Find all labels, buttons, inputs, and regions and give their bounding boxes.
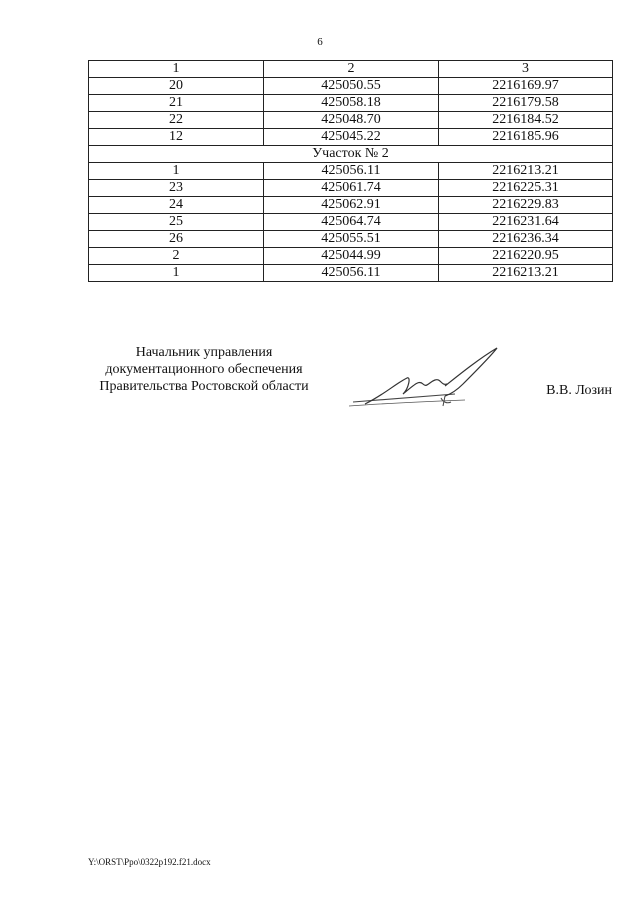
page-number: 6: [317, 36, 323, 48]
signer-position-line: документационного обеспечения: [105, 362, 303, 377]
signer-position-line: Правительства Ростовской области: [99, 379, 309, 394]
table-row: [89, 197, 613, 214]
table-row: [89, 112, 613, 129]
table-row: [89, 78, 613, 95]
point-number-cell: 12: [89, 129, 264, 146]
point-number-cell: 22: [89, 112, 264, 129]
signer-position: [88, 344, 320, 395]
point-number-cell: 23: [89, 180, 264, 197]
y-coordinate-cell: 2216229.83: [439, 197, 613, 214]
point-number-cell: 21: [89, 95, 264, 112]
table-row: [89, 95, 613, 112]
y-coordinate-cell: 2216220.95: [439, 248, 613, 265]
table-row: [89, 231, 613, 248]
table-row: [89, 265, 613, 282]
table-row: [89, 214, 613, 231]
x-coordinate-cell: 425045.22: [264, 129, 439, 146]
y-coordinate-cell: 2216213.21: [439, 163, 613, 180]
coordinates-table: [88, 60, 613, 282]
point-number-cell: 20: [89, 78, 264, 95]
y-coordinate-cell: 2216185.96: [439, 129, 613, 146]
signer-name: В.В. Лозин: [546, 383, 612, 398]
x-coordinate-cell: 425058.18: [264, 95, 439, 112]
x-coordinate-cell: 425062.91: [264, 197, 439, 214]
x-coordinate-cell: 425055.51: [264, 231, 439, 248]
point-number-cell: 26: [89, 231, 264, 248]
section-title: Участок № 2: [89, 146, 613, 163]
header-cell: 1: [89, 61, 264, 78]
table-row: [89, 129, 613, 146]
section-row: [89, 146, 613, 163]
file-path-footer: Y:\ORST\Ppo\0322p192.f21.docx: [88, 857, 211, 867]
x-coordinate-cell: 425056.11: [264, 265, 439, 282]
x-coordinate-cell: 425050.55: [264, 78, 439, 95]
point-number-cell: 25: [89, 214, 264, 231]
y-coordinate-cell: 2216213.21: [439, 265, 613, 282]
y-coordinate-cell: 2216169.97: [439, 78, 613, 95]
y-coordinate-cell: 2216231.64: [439, 214, 613, 231]
y-coordinate-cell: 2216236.34: [439, 231, 613, 248]
signature-block: [0, 344, 640, 414]
point-number-cell: 24: [89, 197, 264, 214]
table-row: [89, 163, 613, 180]
x-coordinate-cell: 425048.70: [264, 112, 439, 129]
table-header-row: [89, 61, 613, 78]
handwritten-signature: [345, 344, 505, 414]
x-coordinate-cell: 425064.74: [264, 214, 439, 231]
x-coordinate-cell: 425061.74: [264, 180, 439, 197]
point-number-cell: 1: [89, 265, 264, 282]
y-coordinate-cell: 2216179.58: [439, 95, 613, 112]
x-coordinate-cell: 425044.99: [264, 248, 439, 265]
point-number-cell: 2: [89, 248, 264, 265]
header-cell: 2: [264, 61, 439, 78]
x-coordinate-cell: 425056.11: [264, 163, 439, 180]
table-row: [89, 248, 613, 265]
signer-position-line: Начальник управления: [135, 345, 273, 360]
y-coordinate-cell: 2216184.52: [439, 112, 613, 129]
header-cell: 3: [439, 61, 613, 78]
table-row: [89, 180, 613, 197]
point-number-cell: 1: [89, 163, 264, 180]
y-coordinate-cell: 2216225.31: [439, 180, 613, 197]
